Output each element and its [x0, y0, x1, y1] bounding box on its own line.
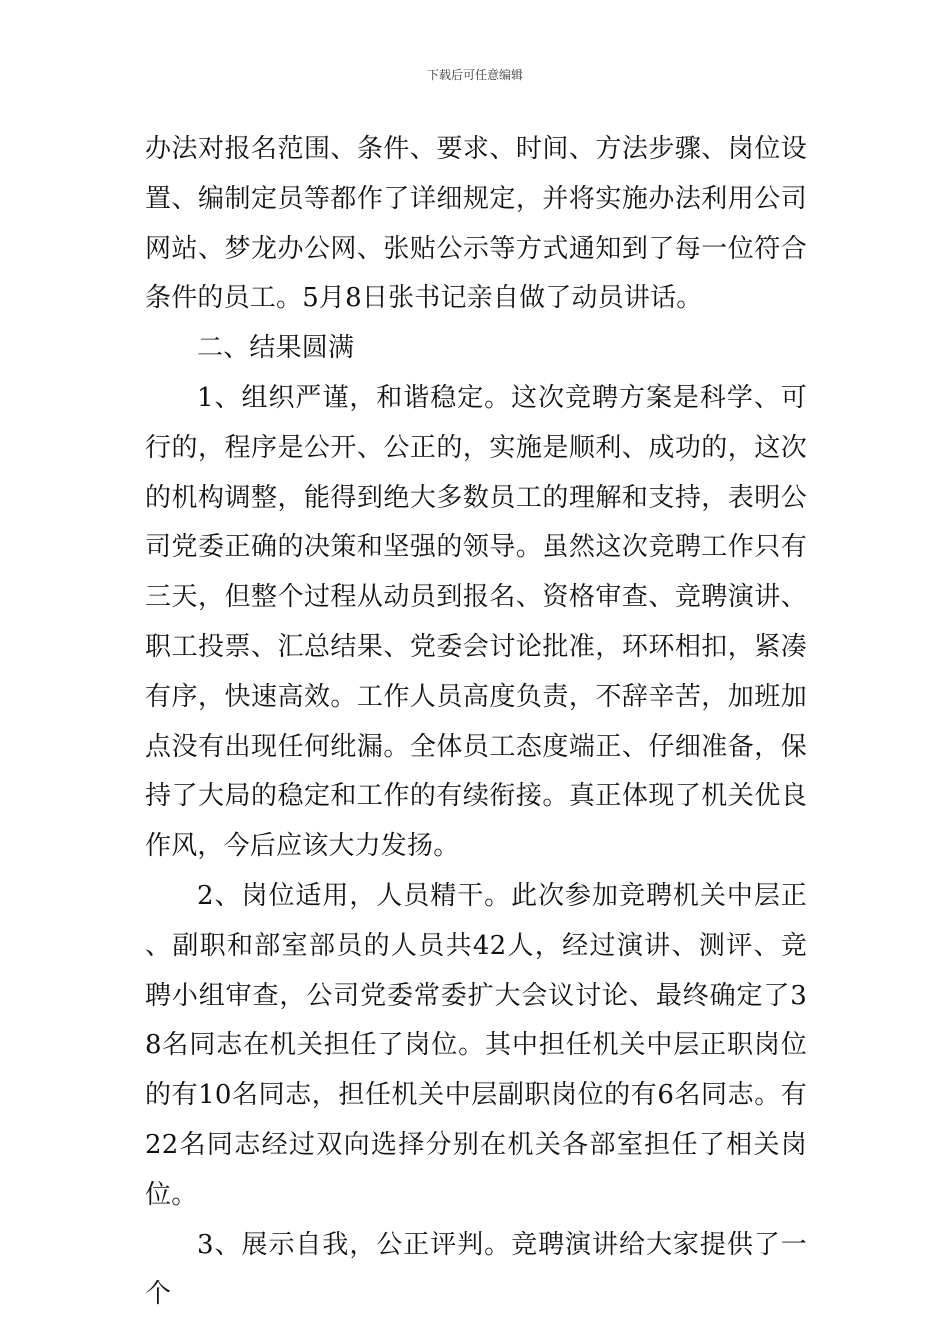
paragraph-item-1: 1、组织严谨，和谐稳定。这次竞聘方案是科学、可行的，程序是公开、公正的，实施是顺利、成功的，这次的机构调整，能得到绝大多数员工的理解和支持，表明公司党委正确的决策和坚强的领导。虽然这次竞聘工作只有三天，但整个过程从动员到报名、资格审查、竞聘演讲、职工投票、汇总结果、党委会讨论批准，环环相扣，紧凑有序，快速高效。工作人员高度负责，不辞辛苦，加班加点没有出现任何纰漏。全体员工态度端正、仔细准备，保持了大局的稳定和工作的有续衔接。真正体现了机关优良作风，今后应该大力发扬。	[145, 382, 807, 862]
paragraph-item-2: 2、岗位适用，人员精干。此次参加竞聘机关中层正、副职和部室部员的人员共42人，经过演讲、测评、竞聘小组审查，公司党委常委扩大会议讨论、最终确定了38名同志在机关担任了岗位。其中担任机关中层正职岗位的有10名同志，担任机关中层副职岗位的有6名同志。有22名同志经过双向选择分别在机关各部室担任了相关岗位。	[145, 880, 807, 1210]
document-body	[145, 125, 807, 1320]
section-heading: 二、结果圆满	[197, 333, 355, 364]
page-header: 下载后可任意编辑	[426, 68, 523, 82]
paragraph-continuation: 办法对报名范围、条件、要求、时间、方法步骤、岗位设置、编制定员等都作了详细规定，并将实施办法利用公司网站、梦龙办公网、张贴公示等方式通知到了每一位符合条件的员工。5月8日张书记亲自做了动员讲话。	[145, 134, 807, 314]
paragraph-item-3: 3、展示自我，公正评判。竞聘演讲给大家提供了一个	[145, 1229, 807, 1310]
